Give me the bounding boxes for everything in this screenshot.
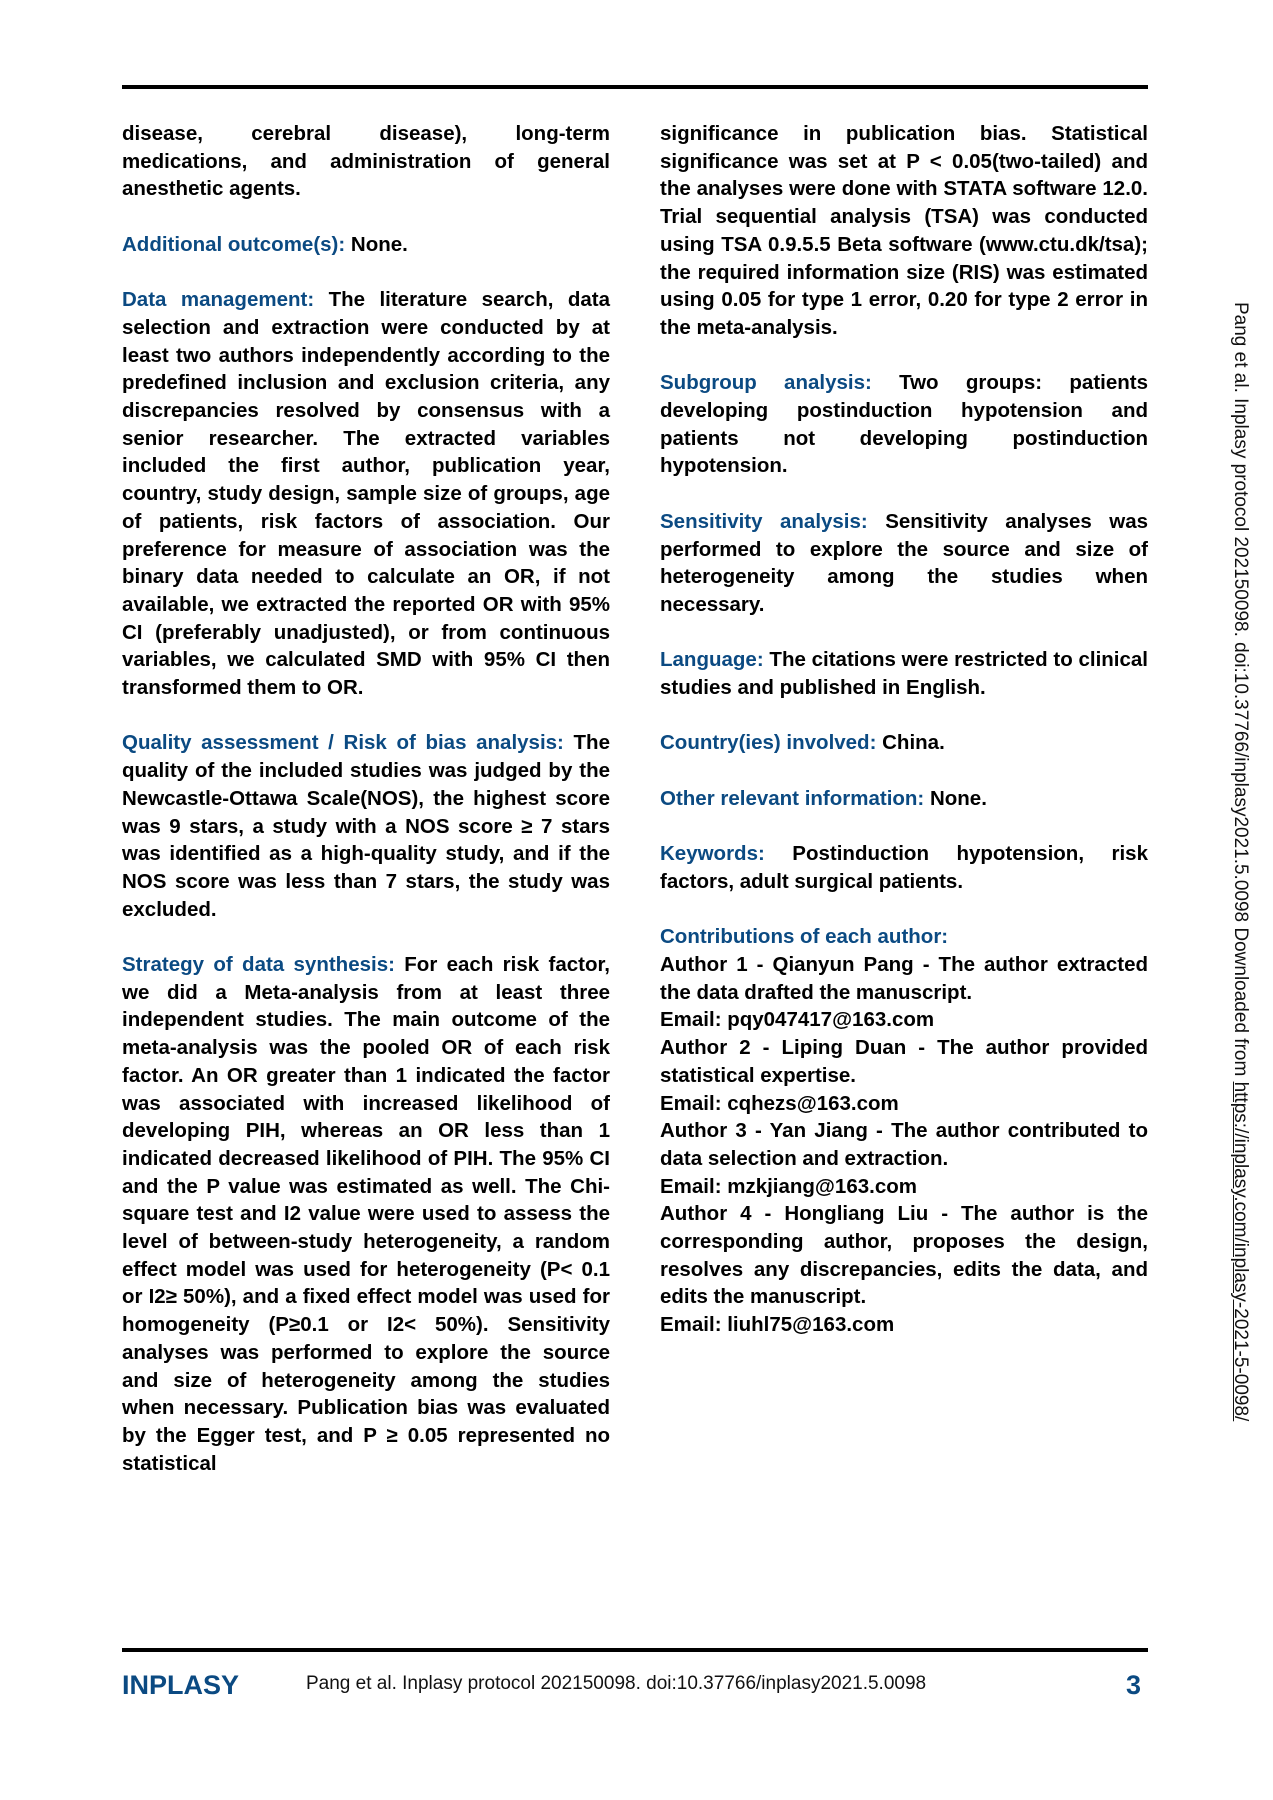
footer-citation: Pang et al. Inplasy protocol 202150098. doi:10.37766/inplasy2021.5.0098 [306, 1673, 927, 1694]
section-heading: Subgroup analysis: [660, 371, 872, 395]
author-4-contribution: Author 4 - Hongliang Liu - The author is the corresponding author, proposes the design, resolves any discrepancies, edits the data, and edits the manuscript. [660, 1202, 1148, 1309]
header-rule [122, 85, 1148, 89]
section-body: The citations were restricted to clinical studies and published in English. [660, 648, 1148, 700]
continued-paragraph: significance in publication bias. Statistical significance was set at P < 0.05(two-tailed) and the analyses were done with STATA software 12.0. Trial sequential analysis (TSA) was conducted using TSA 0.9.5.5 Beta software (www.ctu.dk/tsa); the required information size (RIS) was estimated using 0.05 for type 1 error, 0.20 for type 2 error in the meta-analysis. [660, 122, 1148, 339]
author-1-email: Email: pqy047417@163.com [660, 1008, 935, 1032]
page-number: 3 [1126, 1670, 1142, 1700]
author-3-email: Email: mzkjiang@163.com [660, 1174, 917, 1198]
section-body: None. [345, 232, 408, 256]
section-other-info [660, 785, 1148, 813]
footer-rule [122, 1648, 1148, 1652]
author-4-email: Email: liuhl75@163.com [660, 1313, 895, 1337]
section-heading: Other relevant information: [660, 786, 925, 810]
section-body: Sensitivity analyses was performed to explore the source and size of heterogeneity among the studies when necessary. [660, 509, 1149, 616]
section-heading: Data management: [122, 288, 315, 312]
section-body: Postinduction hypotension, risk factors, adult surgical patients. [660, 842, 1148, 893]
section-body: The literature search, data selection and extraction were conducted by at least two authors independently according to the predefined inclusion and exclusion criteria, any discrepancies resolved by consensus with a senior researcher. The extracted variables included the first author, publication year, country, study design, sample size of groups, age of patients, risk factors of association. Our preference for measure of association was the binary data needed to calculate an OR, if not available, we extracted the reported OR with 95% CI (preferably unadjusted), or from continuous variables, we calculated SMD with 95% CI then transformed them to OR. [122, 288, 610, 700]
side-banner-text: Pang et al. Inplasy protocol 202150098. doi:10.37766/inplasy2021.5.0098 Downloaded from [1230, 302, 1251, 1082]
right-column [660, 120, 1148, 1367]
section-data-synthesis [122, 951, 610, 1477]
section-countries [660, 729, 1148, 757]
section-heading: Additional outcome(s): [122, 232, 346, 256]
section-data-management [122, 286, 610, 702]
section-keywords [660, 840, 1148, 895]
side-download-banner [1229, 302, 1251, 1602]
journal-logo: INPLASY [122, 1670, 240, 1700]
section-body: For each risk factor, we did a Meta-analysis from at least three independent studies. The main outcome of the meta-analysis was the pooled OR of each risk factor. An OR greater than 1 indicated the factor was associated with increased likelihood of developing PIH, whereas an OR less than 1 indicated decreased likelihood of PIH. The 95% CI and the P value was estimated as well. The Chi-square test and I2 value were used to assess the level of between-study heterogeneity, a random effect model was used for heterogeneity (P< 0.1 or I2≥ 50%), and a fixed effect model was used for homogeneity (P≥0.1 or I2< 50%). Sensitivity analyses was performed to explore the source and size of heterogeneity among the studies when necessary. Publication bias was evaluated by the Egger test, and P ≥ 0.05 represented no statistical [122, 953, 611, 1475]
section-heading: Sensitivity analysis: [660, 509, 868, 533]
section-sensitivity-analysis [660, 508, 1148, 619]
author-2-contribution: Author 2 - Liping Duan - The author provided statistical expertise. [660, 1036, 1148, 1087]
download-link[interactable]: https://inplasy.com/inplasy-2021-5-0098/ [1230, 1081, 1251, 1422]
left-column [122, 120, 610, 1505]
section-contributions [660, 923, 1148, 1339]
section-heading: Language: [660, 648, 764, 672]
intro-paragraph: disease, cerebral disease), long-term medications, and administration of general anesthetic agents. [122, 122, 610, 201]
section-language [660, 646, 1148, 701]
section-heading: Strategy of data synthesis: [122, 953, 395, 977]
section-body: Two groups: patients developing postinduction hypotension and patients not developing postinduction hypotension. [660, 371, 1148, 478]
section-body: China. [876, 731, 945, 755]
section-heading: Quality assessment / Risk of bias analysis: [122, 731, 564, 755]
section-heading: Country(ies) involved: [660, 731, 877, 755]
section-quality-assessment [122, 729, 610, 923]
section-subgroup-analysis [660, 369, 1148, 480]
section-heading: Keywords: [660, 842, 765, 866]
author-3-contribution: Author 3 - Yan Jiang - The author contributed to data selection and extraction. [660, 1119, 1148, 1170]
section-body: The quality of the included studies was judged by the Newcastle-Ottawa Scale(NOS), the highest score was 9 stars, a study with a NOS score ≥ 7 stars was identified as a high-quality study, and if the NOS score was less than 7 stars, the study was excluded. [122, 731, 610, 921]
section-heading: Contributions of each author: [660, 925, 949, 949]
author-2-email: Email: cqhezs@163.com [660, 1091, 899, 1115]
section-additional-outcomes [122, 231, 610, 259]
author-1-contribution: Author 1 - Qianyun Pang - The author extracted the data drafted the manuscript. [660, 952, 1148, 1004]
section-body: None. [924, 786, 987, 810]
